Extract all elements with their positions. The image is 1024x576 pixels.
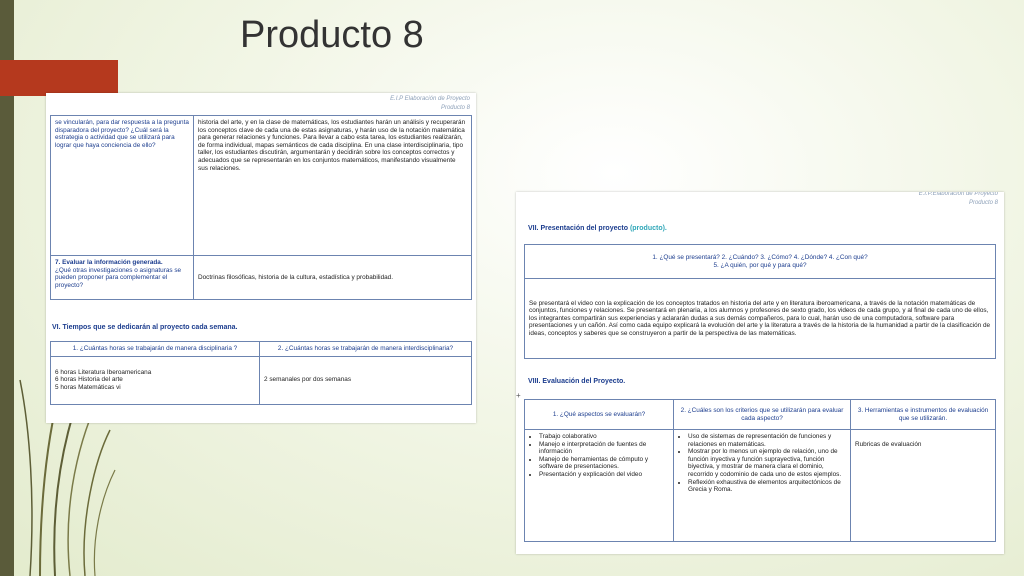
doc2-section7-title [528,225,667,232]
doc1-times-line3: 5 horas Matemáticas vi [55,383,121,391]
document-image-right [516,192,1004,554]
list-item: • Manejo e interpretación de fuentes de información [539,441,669,456]
doc1-row2-left-title: 7. Evaluar la información generada. [55,259,163,266]
document-image-left [46,93,476,423]
list-item: • Trabajo colaborativo [539,433,669,441]
doc2-eval-header-2: 2. ¿Cuáles son los criterios que se utilizarán para evaluar cada aspecto? [674,400,851,430]
doc1-row1-left: se vincularán, para dar respuesta a la pregunta disparadora del proyecto? ¿Cuál será la estrategia o actividad que se utilizará para lograr que haya conciencia de ello? [51,116,194,256]
doc2-eval-header-3: 3. Herramientas e instrumentos de evaluación que se utilizarán. [851,400,996,430]
doc1-times-line1: 6 horas Literatura Iberoamericana [55,368,152,376]
doc1-row2-left [51,256,194,300]
doc1-table-main [50,115,472,300]
list-item: • Uso de sistemas de representación de funciones y relaciones en matemáticas. [688,433,846,448]
doc2-eval-aspects [525,430,674,542]
doc2-section7-paren: (producto). [629,225,667,232]
doc2-criteria-list [678,433,846,494]
list-item: • Mostrar por lo menos un ejemplo de relación, uno de función inyectiva y función suprayectiva, función biyectiva, y mostrar de manera clara el dominio, recorrido y codominio de cada uno de estos ejemplos. [688,448,846,478]
doc2-eval-tools [851,430,996,542]
doc2-questions [525,245,996,279]
doc1-section6-title: VI. Tiempos que se dedicarán al proyecto cada semana. [52,324,238,331]
doc1-times-cell-2: 2 semanales por dos semanas [260,356,472,404]
table-move-handle-icon[interactable]: + [516,391,521,400]
doc2-questions-line2: 5. ¿A quién, por qué y para qué? [713,261,807,269]
doc2-header [919,192,998,208]
doc1-times-line2: 6 horas Historia del arte [55,376,123,384]
doc2-eval-header-1: 1. ¿Qué aspectos se evaluarán? [525,400,674,430]
doc2-tools-text: Rubricas de evaluación [855,441,922,448]
doc2-answer: Se presentará el video con la explicación de los conceptos tratados en historia del arte y en literatura iberoamericana, a través de la notación matemáticas de conjuntos, funciones y relaciones. Se presentará en plenaria, a los alumnos y profesores de sexto grado, los videos de cada grupo, y al final de cada uno de ellos, los integrantes compartirán sus experiencias y aclararán dudas a sus demás compañeros, para lo cual, harán uso de una computadora, software para presentaciones y un cañón. Así como cada equipo explicará la evolución del arte y la literatura a través de la historia de la humanidad a partir de la clasificación de ideas, conceptos y saberes que se construyeron a partir de la perspectiva de las matemáticas. [525,279,996,359]
doc2-eval-criteria [674,430,851,542]
doc1-table-times [50,341,472,405]
doc1-header-line1: E.I.P Elaboración de Proyecto [390,96,470,102]
doc2-header-line2: Producto 8 [968,200,998,206]
doc2-section8-title: VIII. Evaluación del Proyecto. [528,378,626,385]
doc1-row2-left-text: ¿Qué otras investigaciones o asignaturas se pueden proponer para complementar el proyecto? [55,266,182,289]
red-accent-tab [0,60,118,96]
doc1-times-header-1: 1. ¿Cuántas horas se trabajarán de manera disciplinaria ? [51,342,260,357]
doc2-table-presentation [524,244,996,359]
slide-title: Producto 8 [240,14,424,56]
doc2-section7-label: VII. Presentación del proyecto [528,225,628,232]
list-item: • Reflexión exhaustiva de elementos arquitectónicos de Grecia y Roma. [688,479,846,494]
doc1-header-line2: Producto 8 [440,105,470,111]
doc2-header-line1: E.I.P.Elaboración de Proyecto [918,192,998,197]
doc1-row1-right: historia del arte, y en la clase de matemáticas, los estudiantes harán un análisis y recuperarán los conceptos clave de cada una de estas asignaturas, y harán uso de la notación matemática para generar relaciones y funciones. Para llevar a cabo esta tarea, los estudiantes realizarán, de forma individual, mapas semánticos de cada disciplina. En una clase interdisciplinaria, tipo taller, los estudiantes discutirán, argumentarán y decidirán sobre los conceptos correctos y adecuados que se representarán en los conjuntos matemáticos, manifestando visualmente sus relaciones. [194,116,472,256]
doc2-questions-line1: 1. ¿Qué se presentará? 2. ¿Cuándo? 3. ¿Cómo? 4. ¿Dónde? 4. ¿Con qué? [652,253,868,261]
list-item: • Presentación y explicación del video [539,471,669,479]
doc1-times-cell-1 [51,356,260,404]
doc1-header [390,95,470,113]
list-item: • Manejo de herramientas de cómputo y software de presentaciones. [539,456,669,471]
doc2-aspects-list [529,433,669,479]
doc2-table-evaluation [524,399,996,542]
doc1-times-header-2: 2. ¿Cuántas horas se trabajarán de manera interdisciplinaria? [260,342,472,357]
doc1-row2-right: Doctrinas filosóficas, historia de la cultura, estadística y probabilidad. [194,256,472,300]
